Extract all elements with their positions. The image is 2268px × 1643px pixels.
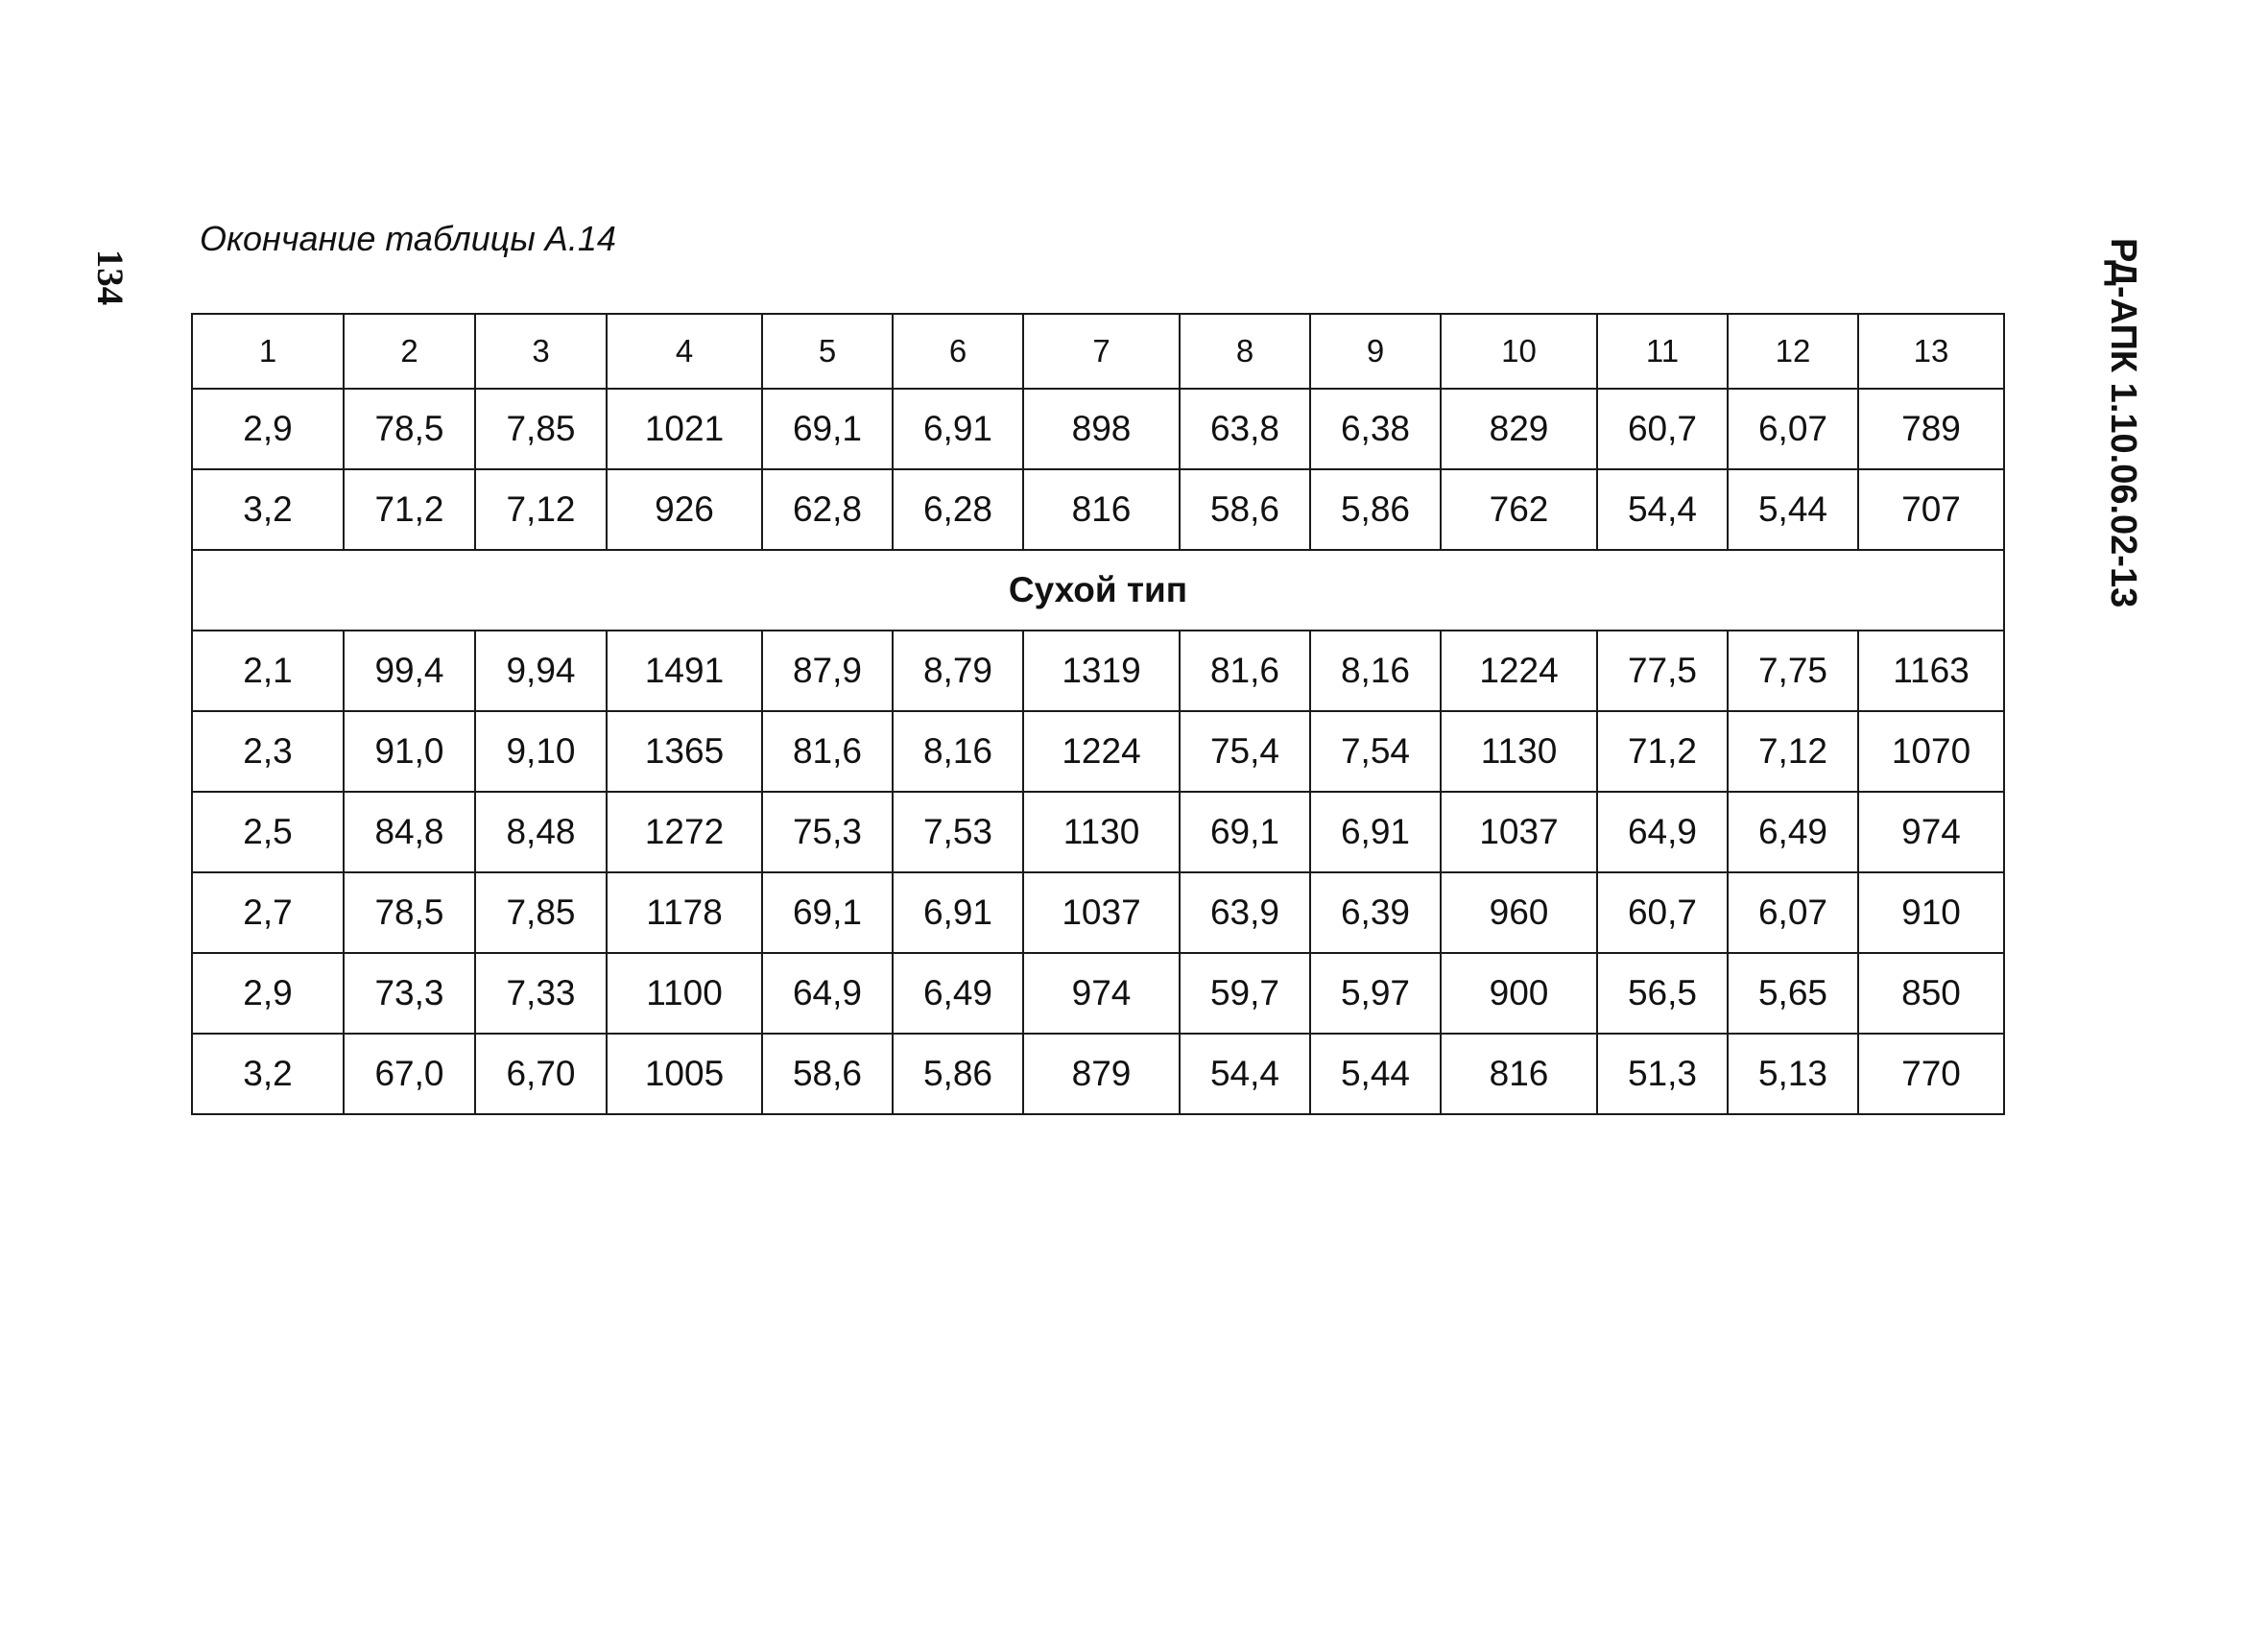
table-cell: 1365 [607, 711, 762, 792]
table-cell: 7,12 [1728, 711, 1858, 792]
table-cell: 974 [1023, 953, 1180, 1034]
table-cell: 5,86 [893, 1034, 1023, 1114]
table-cell: 6,38 [1310, 389, 1441, 469]
table-cell: 1130 [1441, 711, 1597, 792]
table-cell: 6,91 [1310, 792, 1441, 872]
table-cell: 75,3 [762, 792, 893, 872]
table-cell: 12 [1728, 314, 1858, 389]
table-cell: 2,9 [192, 389, 344, 469]
table-cell: 850 [1858, 953, 2004, 1034]
table-cell: 6,91 [893, 872, 1023, 953]
table-cell: 3,2 [192, 1034, 344, 1114]
table-cell: 84,8 [344, 792, 475, 872]
table-cell: 7,54 [1310, 711, 1441, 792]
document-code: РД-АПК 1.10.06.02-13 [2103, 238, 2143, 608]
table-cell: 910 [1858, 872, 2004, 953]
table-cell: 13 [1858, 314, 2004, 389]
table-cell: 78,5 [344, 872, 475, 953]
table-cell: 11 [1597, 314, 1728, 389]
table-cell: 8 [1180, 314, 1310, 389]
table-row [192, 314, 2004, 389]
table-cell: 78,5 [344, 389, 475, 469]
table-cell: 1037 [1023, 872, 1180, 953]
table-cell: 51,3 [1597, 1034, 1728, 1114]
section-title: Сухой тип [192, 550, 2004, 631]
table-cell: 58,6 [762, 1034, 893, 1114]
table-cell: 69,1 [1180, 792, 1310, 872]
table-cell: 1224 [1441, 631, 1597, 711]
table-cell: 7,33 [475, 953, 607, 1034]
table-cell: 60,7 [1597, 872, 1728, 953]
table-cell: 6,28 [893, 469, 1023, 550]
table-cell: 829 [1441, 389, 1597, 469]
table-cell: 99,4 [344, 631, 475, 711]
table-cell: 64,9 [1597, 792, 1728, 872]
table-cell: 81,6 [762, 711, 893, 792]
table-cell: 1100 [607, 953, 762, 1034]
table-cell: 69,1 [762, 872, 893, 953]
table-cell: 1021 [607, 389, 762, 469]
table-cell: 9 [1310, 314, 1441, 389]
table-cell: 1491 [607, 631, 762, 711]
table-cell: 9,94 [475, 631, 607, 711]
table-cell: 63,9 [1180, 872, 1310, 953]
table-cell: 7,85 [475, 872, 607, 953]
table-caption: Окончание таблицы А.14 [200, 219, 616, 258]
table-cell: 5 [762, 314, 893, 389]
table-cell: 4 [607, 314, 762, 389]
table-row [192, 711, 2004, 792]
table-row [192, 872, 2004, 953]
table-cell: 7,12 [475, 469, 607, 550]
table-cell: 1130 [1023, 792, 1180, 872]
table-cell: 879 [1023, 1034, 1180, 1114]
table-cell: 7,53 [893, 792, 1023, 872]
table-cell: 5,86 [1310, 469, 1441, 550]
table-cell: 1037 [1441, 792, 1597, 872]
table-cell: 63,8 [1180, 389, 1310, 469]
table-row [192, 953, 2004, 1034]
table-row [192, 631, 2004, 711]
table-row [192, 792, 2004, 872]
table-cell: 926 [607, 469, 762, 550]
table-cell: 69,1 [762, 389, 893, 469]
table-cell: 1224 [1023, 711, 1180, 792]
table-cell: 2,3 [192, 711, 344, 792]
table-cell: 73,3 [344, 953, 475, 1034]
table-cell: 7 [1023, 314, 1180, 389]
table-cell: 816 [1441, 1034, 1597, 1114]
table-cell: 5,13 [1728, 1034, 1858, 1114]
table-cell: 789 [1858, 389, 2004, 469]
table-cell: 8,16 [893, 711, 1023, 792]
table-cell: 900 [1441, 953, 1597, 1034]
table-row [192, 389, 2004, 469]
table-cell: 974 [1858, 792, 2004, 872]
table-cell: 1163 [1858, 631, 2004, 711]
table-cell: 2,7 [192, 872, 344, 953]
table-cell: 6,49 [1728, 792, 1858, 872]
table-cell: 3,2 [192, 469, 344, 550]
table-body [192, 314, 2004, 1114]
table-cell: 1005 [607, 1034, 762, 1114]
table-cell: 71,2 [1597, 711, 1728, 792]
table-cell: 6,70 [475, 1034, 607, 1114]
table-cell: 54,4 [1597, 469, 1728, 550]
table-cell: 64,9 [762, 953, 893, 1034]
table-cell: 2,1 [192, 631, 344, 711]
table-cell: 7,85 [475, 389, 607, 469]
table-cell: 3 [475, 314, 607, 389]
table-cell: 770 [1858, 1034, 2004, 1114]
table-cell: 91,0 [344, 711, 475, 792]
table-cell: 5,97 [1310, 953, 1441, 1034]
table-cell: 54,4 [1180, 1034, 1310, 1114]
table-cell: 81,6 [1180, 631, 1310, 711]
table-cell: 10 [1441, 314, 1597, 389]
table-cell: 71,2 [344, 469, 475, 550]
table-cell: 58,6 [1180, 469, 1310, 550]
page-number: 134 [89, 249, 131, 306]
table-cell: 1 [192, 314, 344, 389]
table-cell: 8,48 [475, 792, 607, 872]
table-cell: 2,9 [192, 953, 344, 1034]
table-cell: 62,8 [762, 469, 893, 550]
table-cell: 2 [344, 314, 475, 389]
table-cell: 7,75 [1728, 631, 1858, 711]
table-cell: 898 [1023, 389, 1180, 469]
table-cell: 6,91 [893, 389, 1023, 469]
table-cell: 816 [1023, 469, 1180, 550]
table-cell: 60,7 [1597, 389, 1728, 469]
table-cell: 6 [893, 314, 1023, 389]
table-cell: 8,16 [1310, 631, 1441, 711]
table-cell: 1178 [607, 872, 762, 953]
table-cell: 9,10 [475, 711, 607, 792]
table-cell: 6,49 [893, 953, 1023, 1034]
table-cell: 87,9 [762, 631, 893, 711]
table-cell: 1319 [1023, 631, 1180, 711]
table-cell: 5,65 [1728, 953, 1858, 1034]
table-cell: 6,39 [1310, 872, 1441, 953]
table-cell: 77,5 [1597, 631, 1728, 711]
table-cell: 1070 [1858, 711, 2004, 792]
table-cell: 8,79 [893, 631, 1023, 711]
table-row [192, 1034, 2004, 1114]
table-cell: 6,07 [1728, 389, 1858, 469]
table-cell: 762 [1441, 469, 1597, 550]
table-cell: 707 [1858, 469, 2004, 550]
table-cell: 56,5 [1597, 953, 1728, 1034]
data-table [191, 313, 2005, 1115]
table-cell: 6,07 [1728, 872, 1858, 953]
table-row [192, 469, 2004, 550]
table-cell: 960 [1441, 872, 1597, 953]
table-cell: 75,4 [1180, 711, 1310, 792]
table-cell: 2,5 [192, 792, 344, 872]
section-row [192, 550, 2004, 631]
table-cell: 1272 [607, 792, 762, 872]
table-cell: 5,44 [1728, 469, 1858, 550]
table-cell: 59,7 [1180, 953, 1310, 1034]
table-cell: 67,0 [344, 1034, 475, 1114]
table-cell: 5,44 [1310, 1034, 1441, 1114]
